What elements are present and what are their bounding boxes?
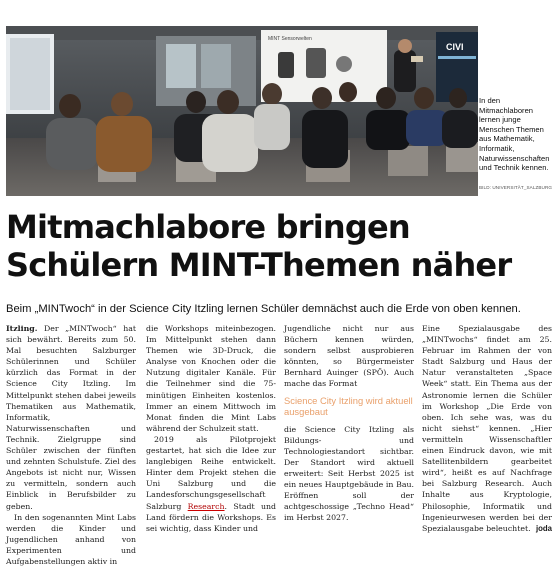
photo-credit: BILD: UNIVERSITÄT_SALZBURG	[479, 185, 553, 190]
banner-text: CIVI	[446, 42, 464, 52]
article-column-3	[284, 323, 414, 523]
paragraph-text: 2019 als Pilotprojekt gestartet, hat sich die Idee zur langlebigen Reihe entwickelt. Hinter dem Projekt stehen die Uni Salzburg und die Landesforschungsgesellschaft Salzburg	[146, 434, 276, 511]
classroom-photo-illustration	[6, 26, 478, 196]
paragraph	[422, 323, 552, 534]
paragraph: In den sogenannten Mint Labs werden die Kinder und Jugendlichen anhand von Experimenten und Aufgabenstellungen aktiv in	[6, 512, 136, 566]
paragraph: die Workshops miteinbezogen. Im Mittelpunkt stehen dann Themen wie 3D-Druck, die Analyse von Knochen oder die Nutzung digitaler Kanäle. Für die Teilnehmer sind die 75-minütigen Einheiten kostenlos. Immer an einem Mittwoch im Monat finden die Mint Labs während der Schulzeit statt.	[146, 324, 276, 433]
paragraph: die Science City Itzling als Bildungs- und Technologiestandort sichtbar. Der Standort wird aktuell erweitert: Seit Herbst 2025 ist ein neues Hauptgebäude in Bau. Eröffnen soll der achtgeschossige „Techno Head“ im Herbst 2027.	[284, 424, 414, 523]
pull-quote: Science City Itzling wird aktuell ausgebaut	[284, 394, 413, 418]
photo-caption: In den Mitmachlaboren lernen junge Menschen Themen aus Mathematik, Informatik, Naturwissenschaften und Technik kennen.	[479, 96, 550, 173]
paragraph-text: . Stadt und Land fördern die Workshops. Es sei wichtig, dass Kinder und	[146, 501, 276, 533]
screen-title: MINT Sensorwelten	[268, 36, 312, 42]
author-signature: joda	[535, 523, 552, 533]
paragraph: Jugendliche nicht nur aus Büchern kennen würden, sondern selbst ausprobieren könnten, so Bürgermeister Bernhard Auinger (SPÖ). Auch mache das Format	[284, 324, 414, 389]
article-photo	[6, 26, 478, 196]
article-column-4	[422, 323, 552, 534]
article-column-1	[6, 323, 136, 567]
article-column-2	[146, 323, 276, 534]
headline-line-2: Schülern MINT-Themen näher	[6, 246, 512, 284]
headline	[6, 208, 554, 284]
highlighted-word: Research	[187, 501, 225, 511]
paragraph	[6, 323, 136, 512]
dateline: Itzling.	[6, 324, 38, 333]
paragraph-text: Der „MINTwoch“ hat sich bewährt. Bereits zum 50. Mal besuchten Salzburger Schülerinnen und Schüler kürzlich das Format in der Science City Itzling. Im Mittelpunkt stehen dabei jeweils Thematiken aus Mathematik, Informatik, Naturwissenschaften und Technik. Zielgruppe sind Schüler zwischen der fünften und zehnten Schulstufe. Ziel des Angebots ist nicht nur, Wissen zu vermitteln, sondern auch Einblick in Berufsbilder zu geben.	[6, 324, 136, 511]
paragraph-text: Eine Spezialausgabe des „MINTwochs“ findet am 25. Februar im Rahmen der von Stadt Salzburg und Haus der Natur veranstalteten „Space Week“ statt. Ein Thema aus der Astronomie lernen die Schüler im Workshop „Die Erde von oben. Ich sehe was, was du nicht siehst“ kennen. „Hier vermitteln Wissenschaftler einen Eindruck davon, wie mit Satellitenbildern gearbeitet wird“, heißt es auf Nachfrage bei Salzburg Research. Auch Inhalte aus Kryptologie, Philosophie, Informatik und Ingenieurwesen werden bei der Spezialausgabe beleuchtet.	[422, 324, 552, 533]
headline-line-1: Mitmachlabore bringen	[6, 208, 410, 246]
subheadline: Beim „MINTwoch“ in der Science City Itzling lernen Schüler demnächst auch die Erde von oben kennen.	[6, 303, 521, 315]
paragraph	[146, 434, 276, 534]
